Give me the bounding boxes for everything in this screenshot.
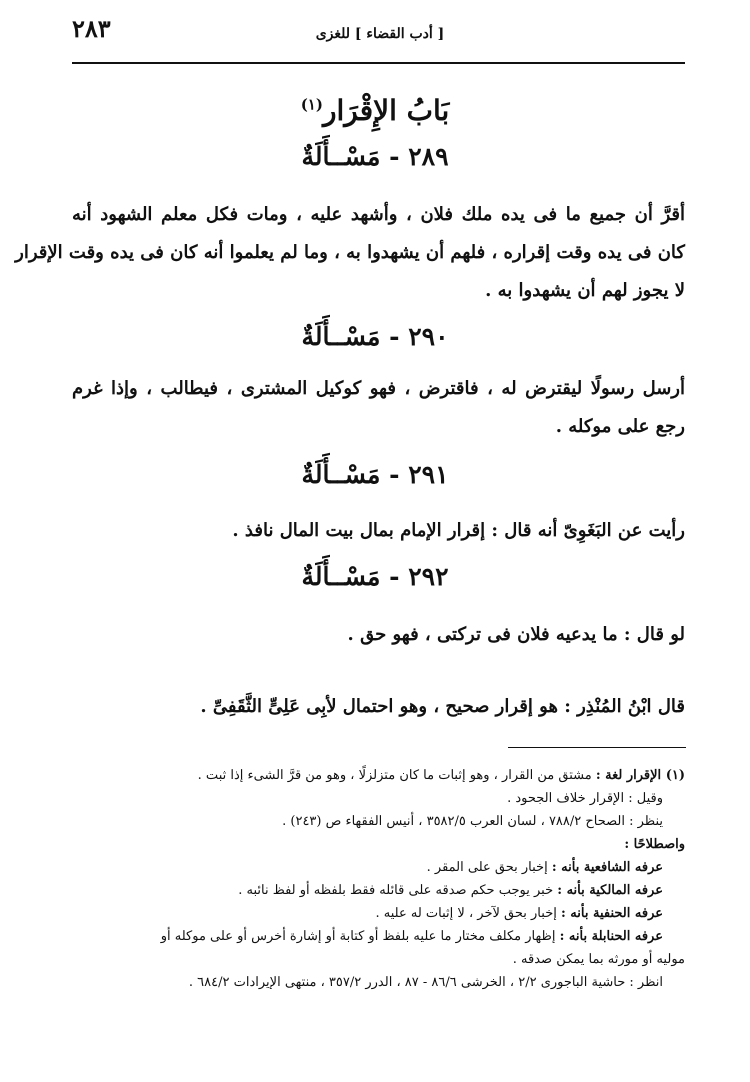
footnote-line [64,925,685,948]
paragraph-line: لا يجوز لهم أن يشهدوا به . [485,280,685,301]
paragraph-line: أرسل رسولًا ليقترض له ، فاقترض ، فهو كوكيل المشترى ، فيطالب ، وإذا غرم [72,378,685,399]
footnote-line: انظر : حاشية الباجورى ٢/٢ ، الخرشى ٨٦/٦ - ٨٧ ، الدرر ٣٥٧/٢ ، منتهى الإيرادات ٦٨٤/٢ . [188,975,663,990]
footnote-text: مشتق من القرار ، وهو إثبات ما كان متزلزلًا ، وهو من قرَّ الشىء إذا ثبت . [197,768,592,783]
footnote-term: عرفه الحنابلة بأنه : [559,929,663,944]
page-number: ٢٨٣ [72,14,111,43]
footnote-line [64,902,685,925]
issue-heading-292: ٢٩٢ - مَسْــأَلَةٌ [301,562,449,591]
footnote-line: وقيل : الإقرار خلاف الجحود . [507,791,663,806]
paragraph-line: رجع على موكله . [555,416,685,437]
footnote-term: (١) الإقرار لغة : [595,768,685,783]
header-rule [72,62,685,64]
issue-body-289 [15,196,685,310]
issue-body-291 [72,512,685,550]
paragraph-line: كان فى يده وقت إقراره ، فلهم أن يشهدوا به ، وما لم يعلموا أنه كان فى يده وقت الإقرار [15,242,685,263]
paragraph-line: أقرَّ أن جميع ما فى يده ملك فلان ، وأشهد عليه ، ومات فكل معلم الشهود أنه [72,204,685,225]
footnote-line [64,764,685,787]
issue-body-292 [72,616,685,654]
footnote-text: إخبار بحق على المقر . [426,860,548,875]
footnotes [64,764,685,994]
footnote-line: موليه أو مورثه بما يمكن صدقه . [512,952,685,967]
paragraph-line: قال ابْنُ المُنْذِر : هو إقرار صحيح ، وهو احتمال لأبِى عَلِىٍّ الثَّقَفِىِّ . [200,696,685,717]
footnote-rule [508,747,686,748]
footnote-line [64,833,685,856]
footnote-text: إخبار بحق لآخر ، لا إثبات له عليه . [375,906,557,921]
running-head: [ أدب القضاء ] للغزى [315,26,445,42]
paragraph-line: لو قال : ما يدعيه فلان فى تركتى ، فهو حق . [347,624,685,645]
footnote-line: ينظر : الصحاح ٧٨٨/٢ ، لسان العرب ٣٥٨٢/٥ ، أنيس الفقهاء ص (٢٤٣) . [282,814,663,829]
issue-heading-290: ٢٩٠ - مَسْــأَلَةٌ [301,322,449,351]
footnote-term: واصطلاحًا : [624,837,685,852]
footnote-line [64,856,685,879]
issue-body-290 [72,370,685,446]
chapter-footnote-ref: (١) [300,95,323,114]
footnote-term: عرفه الشافعية بأنه : [551,860,663,875]
issue-body-292-quote [72,688,685,726]
footnote-text: خبر يوجب حكم صدقه على قائله فقط بلفظه أو لفظ نائبه . [238,883,554,898]
paragraph-line: رأيت عن البَغَوِىّ أنه قال : إقرار الإمام بمال بيت المال نافذ . [232,520,685,541]
footnote-line [64,879,685,902]
issue-heading-291: ٢٩١ - مَسْــأَلَةٌ [301,460,449,489]
footnote-text: إظهار مكلف مختار ما عليه بلفظ أو كتابة أو إشارة أخرس أو على موكله أو [160,929,556,944]
footnote-term: عرفه المالكية بأنه : [557,883,663,898]
chapter-title [200,94,550,127]
footnote-term: عرفه الحنفية بأنه : [560,906,663,921]
chapter-title-text: بَابُ الإِقْرَار [322,94,450,127]
issue-heading-289: ٢٨٩ - مَسْــأَلَةٌ [301,142,449,171]
